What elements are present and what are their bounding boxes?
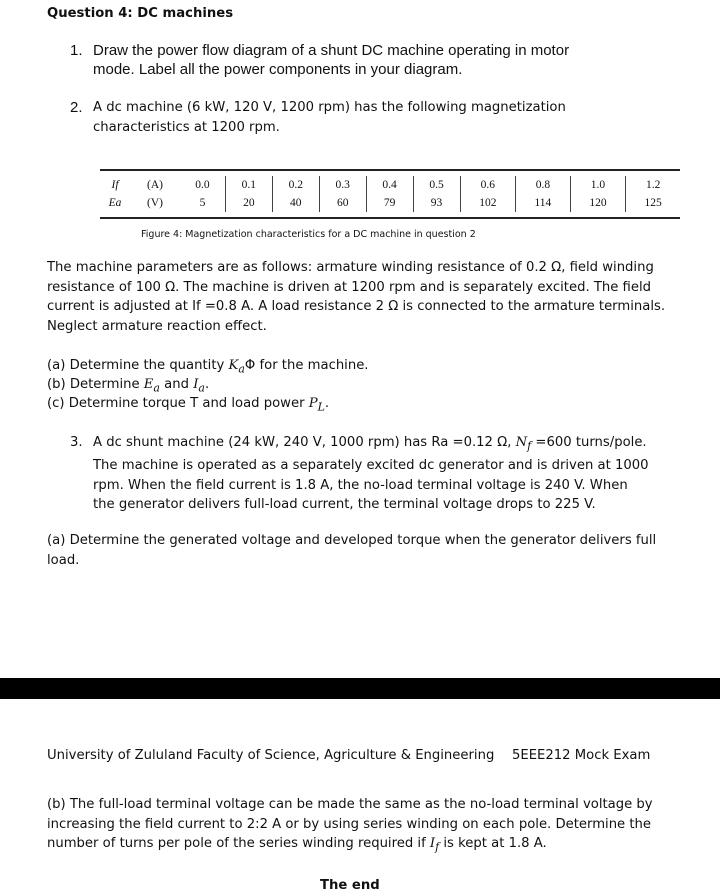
table-cell: 120 <box>570 194 626 212</box>
table-cell: 0.0 <box>195 179 210 191</box>
table-cell: 0.3 <box>319 176 366 194</box>
the-end: The end <box>320 878 380 893</box>
machine-parameters: The machine parameters are as follows: armature winding resistance of 0.2 Ω, field winding resistance of 100 Ω. The machine is driven at 1200 rpm and is separately excited. The field current is adjusted at If =0.8 A. A load resistance 2 Ω is connected to the armature terminals. Neglect armature reaction effect. <box>47 260 666 334</box>
figure-caption: Figure 4: Magnetization characteristics for a DC machine in question 2 <box>141 229 476 240</box>
row-label: If <box>111 179 119 191</box>
table-cell: 114 <box>516 194 570 212</box>
q1-number: 1. <box>70 42 83 59</box>
row-unit: (A) <box>147 179 163 191</box>
page-separator <box>0 678 720 699</box>
table-cell: 40 <box>272 194 319 212</box>
table-cell: 5 <box>199 197 206 209</box>
magnetization-table <box>100 169 680 219</box>
q2-part-c: (c) Determine torque T and load power $P_L$. <box>47 396 330 414</box>
table-cell: 0.2 <box>272 176 319 194</box>
q3-text: A dc shunt machine (24 kW, 240 V, 1000 rpm) has Ra =0.12 Ω, $N_f =600$ turns/pole. The machine is operated as a separately excited dc generator and is driven at 1000 rpm. When the field current is 1.8 A, the no-load terminal voltage is 240 V. When the generator delivers full-load current, the terminal voltage drops to 225 V. <box>93 435 649 513</box>
table-cell: 79 <box>366 194 413 212</box>
table-cell: 60 <box>319 194 366 212</box>
page-title: Question 4: DC machines <box>47 6 234 21</box>
footer-course: 5EEE212 Mock Exam <box>512 748 651 763</box>
q2-text: A dc machine (6 kW, 120 V, 1200 rpm) has the following magnetization characteristics at 1200 rpm. <box>93 100 566 135</box>
table-row-If <box>100 176 680 194</box>
q2-part-a: (a) Determine the quantity $K_a\Phi$ for the machine. <box>47 358 369 376</box>
q3-part-b: (b) The full-load terminal voltage can be made the same as the no-load terminal voltage by increasing the field current to 2:2 A or by using series winding on each pole. Determine the number of turns per pole of the series winding required if $I_f$ is kept at 1.8 A. <box>47 797 653 854</box>
table-cell: 93 <box>413 194 460 212</box>
q1-text: Draw the power flow diagram of a shunt DC machine operating in motor mode. Label all the power components in your diagram. <box>93 42 570 78</box>
q3-number: 3. <box>70 435 83 450</box>
row-unit: (V) <box>147 197 163 209</box>
q3-part-a: (a) Determine the generated voltage and developed torque when the generator delivers full load. <box>47 533 657 568</box>
table-cell: 0.8 <box>516 176 570 194</box>
table-cell: 1.0 <box>570 176 626 194</box>
table-cell: 1.2 <box>626 176 680 194</box>
row-label: Ea <box>108 197 122 209</box>
q2-number: 2. <box>70 99 83 116</box>
table-cell: 0.6 <box>460 176 516 194</box>
table-cell: 102 <box>460 194 516 212</box>
table-cell: 20 <box>225 194 272 212</box>
q2-part-b: (b) Determine $E_a$ and $I_a$. <box>47 377 210 395</box>
footer-university: University of Zululand Faculty of Science, Agriculture & Engineering <box>47 748 495 763</box>
table-cell: 0.5 <box>413 176 460 194</box>
table-cell: 0.1 <box>225 176 272 194</box>
table-cell: 0.4 <box>366 176 413 194</box>
table-cell: 125 <box>626 194 680 212</box>
table-row-Ea <box>100 194 680 212</box>
